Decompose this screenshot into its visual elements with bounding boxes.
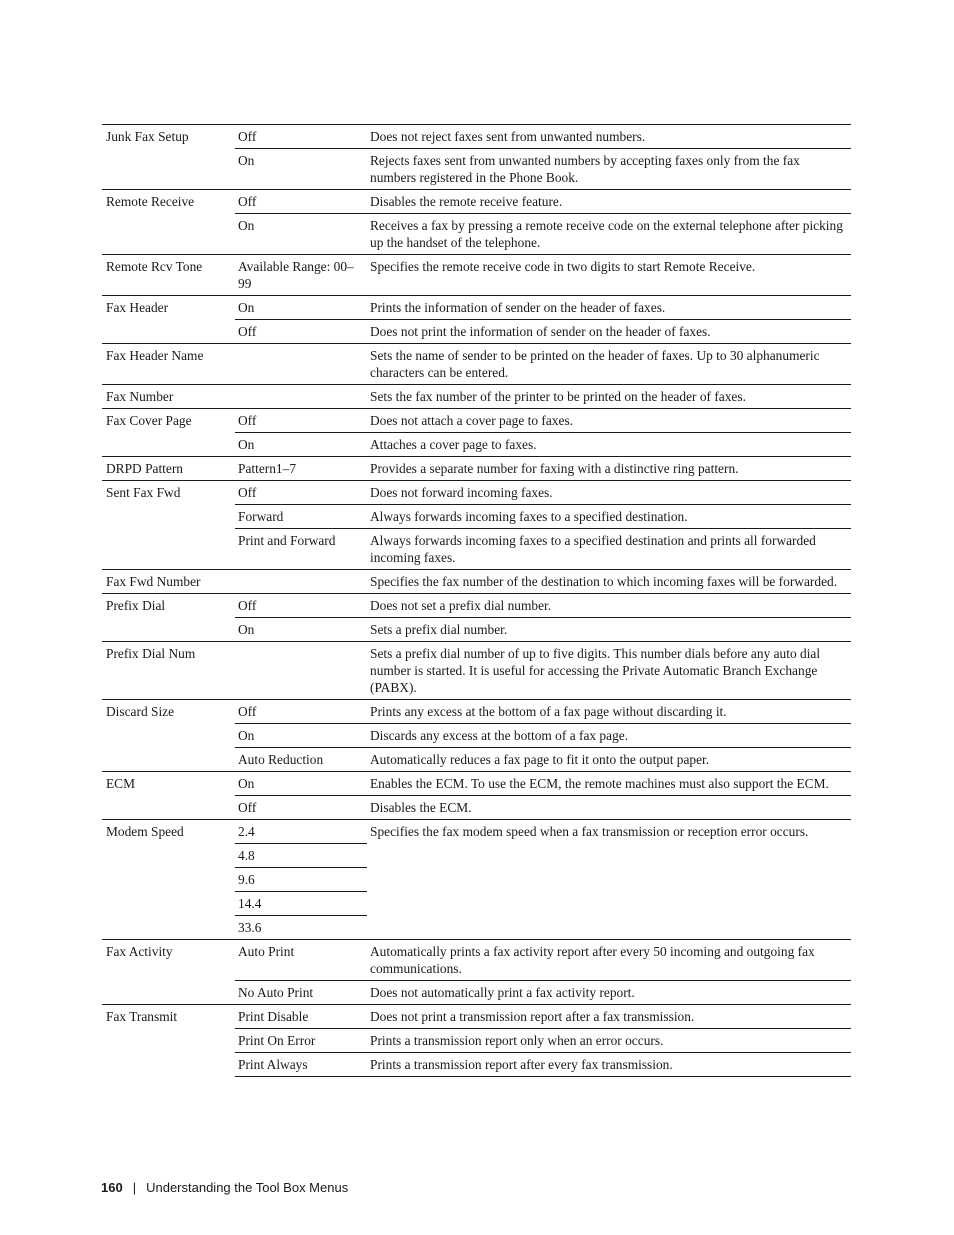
option-value-cell — [235, 344, 367, 385]
setting-name-cell — [102, 433, 235, 457]
setting-name-cell: DRPD Pattern — [102, 457, 235, 481]
setting-name-cell: Fax Header Name — [102, 344, 235, 385]
table-row — [102, 772, 851, 796]
option-description-cell: Always forwards incoming faxes to a specified destination and prints all forwarded incoming faxes. — [367, 529, 851, 570]
settings-table — [102, 124, 851, 1077]
table-row — [102, 1053, 851, 1077]
setting-name-cell — [102, 916, 235, 940]
option-value-cell: Forward — [235, 505, 367, 529]
table-row — [102, 296, 851, 320]
option-description-cell: Prints a transmission report only when an error occurs. — [367, 1029, 851, 1053]
setting-name-cell — [102, 748, 235, 772]
settings-table-body — [102, 125, 851, 1077]
setting-name-cell — [102, 892, 235, 916]
table-row — [102, 1029, 851, 1053]
option-description-cell: Does not reject faxes sent from unwanted numbers. — [367, 125, 851, 149]
setting-name-cell: Fax Header — [102, 296, 235, 320]
setting-name-cell: Fax Number — [102, 385, 235, 409]
setting-name-cell — [102, 1053, 235, 1077]
table-row — [102, 457, 851, 481]
option-value-cell: Auto Print — [235, 940, 367, 981]
option-description-cell: Receives a fax by pressing a remote receive code on the external telephone after picking up the handset of the telephone. — [367, 214, 851, 255]
option-value-cell: 9.6 — [235, 868, 367, 892]
option-description-cell: Attaches a cover page to faxes. — [367, 433, 851, 457]
table-row — [102, 505, 851, 529]
option-value-cell: 4.8 — [235, 844, 367, 868]
table-row — [102, 149, 851, 190]
setting-name-cell: Modem Speed — [102, 820, 235, 844]
option-description-cell: Sets a prefix dial number of up to five digits. This number dials before any auto dial number is started. It is useful for accessing the Private Automatic Branch Exchange (PABX). — [367, 642, 851, 700]
option-value-cell: Off — [235, 320, 367, 344]
table-row — [102, 409, 851, 433]
option-value-cell: Print and Forward — [235, 529, 367, 570]
option-value-cell — [235, 642, 367, 700]
table-row — [102, 868, 851, 892]
option-description-cell: Does not print the information of sender on the header of faxes. — [367, 320, 851, 344]
option-description-cell: Prints a transmission report after every fax transmission. — [367, 1053, 851, 1077]
option-description-cell: Sets the name of sender to be printed on the header of faxes. Up to 30 alphanumeric characters can be entered. — [367, 344, 851, 385]
option-value-cell: Off — [235, 594, 367, 618]
page-footer — [101, 1180, 348, 1195]
table-row — [102, 796, 851, 820]
setting-name-cell: Fax Transmit — [102, 1005, 235, 1029]
option-description-cell: Does not print a transmission report after a fax transmission. — [367, 1005, 851, 1029]
setting-name-cell: Junk Fax Setup — [102, 125, 235, 149]
option-description-cell: Disables the remote receive feature. — [367, 190, 851, 214]
option-description-cell: Sets a prefix dial number. — [367, 618, 851, 642]
setting-name-cell: Fax Fwd Number — [102, 570, 235, 594]
option-value-cell: Auto Reduction — [235, 748, 367, 772]
table-row — [102, 385, 851, 409]
option-value-cell: On — [235, 296, 367, 320]
setting-name-cell: Prefix Dial Num — [102, 642, 235, 700]
table-row — [102, 344, 851, 385]
option-description-cell: Does not set a prefix dial number. — [367, 594, 851, 618]
table-row — [102, 214, 851, 255]
setting-name-cell — [102, 981, 235, 1005]
option-description-cell: Rejects faxes sent from unwanted numbers by accepting faxes only from the fax numbers registered in the Phone Book. — [367, 149, 851, 190]
option-value-cell: 33.6 — [235, 916, 367, 940]
option-value-cell — [235, 385, 367, 409]
option-value-cell: Off — [235, 409, 367, 433]
table-row — [102, 642, 851, 700]
setting-name-cell: ECM — [102, 772, 235, 796]
setting-name-cell — [102, 724, 235, 748]
option-description-cell: Provides a separate number for faxing with a distinctive ring pattern. — [367, 457, 851, 481]
setting-name-cell — [102, 796, 235, 820]
option-description-cell: Prints the information of sender on the header of faxes. — [367, 296, 851, 320]
table-row — [102, 570, 851, 594]
option-description-cell — [367, 892, 851, 916]
setting-name-cell — [102, 844, 235, 868]
setting-name-cell — [102, 868, 235, 892]
table-row — [102, 748, 851, 772]
section-title: Understanding the Tool Box Menus — [146, 1180, 349, 1195]
option-description-cell: Specifies the fax modem speed when a fax transmission or reception error occurs. — [367, 820, 851, 844]
table-row — [102, 892, 851, 916]
option-value-cell: Off — [235, 481, 367, 505]
option-description-cell: Specifies the remote receive code in two digits to start Remote Receive. — [367, 255, 851, 296]
option-value-cell: Available Range: 00–99 — [235, 255, 367, 296]
option-description-cell: Specifies the fax number of the destination to which incoming faxes will be forwarded. — [367, 570, 851, 594]
option-value-cell: No Auto Print — [235, 981, 367, 1005]
table-row — [102, 981, 851, 1005]
footer-separator: | — [132, 1180, 137, 1195]
option-value-cell: Off — [235, 796, 367, 820]
option-value-cell: Pattern1–7 — [235, 457, 367, 481]
table-row — [102, 916, 851, 940]
setting-name-cell — [102, 149, 235, 190]
table-row — [102, 618, 851, 642]
table-row — [102, 940, 851, 981]
option-description-cell: Enables the ECM. To use the ECM, the remote machines must also support the ECM. — [367, 772, 851, 796]
option-value-cell: On — [235, 149, 367, 190]
page-number: 160 — [101, 1180, 123, 1195]
option-description-cell: Does not forward incoming faxes. — [367, 481, 851, 505]
option-description-cell: Automatically reduces a fax page to fit it onto the output paper. — [367, 748, 851, 772]
table-row — [102, 320, 851, 344]
table-row — [102, 255, 851, 296]
option-description-cell: Automatically prints a fax activity report after every 50 incoming and outgoing fax communications. — [367, 940, 851, 981]
option-value-cell: 2.4 — [235, 820, 367, 844]
setting-name-cell — [102, 529, 235, 570]
option-value-cell: Off — [235, 190, 367, 214]
setting-name-cell — [102, 505, 235, 529]
option-description-cell — [367, 868, 851, 892]
option-value-cell: On — [235, 618, 367, 642]
option-description-cell — [367, 916, 851, 940]
option-value-cell: Print On Error — [235, 1029, 367, 1053]
option-description-cell: Does not automatically print a fax activity report. — [367, 981, 851, 1005]
table-row — [102, 700, 851, 724]
table-row — [102, 125, 851, 149]
table-row — [102, 594, 851, 618]
option-value-cell: On — [235, 214, 367, 255]
option-description-cell: Discards any excess at the bottom of a fax page. — [367, 724, 851, 748]
option-value-cell — [235, 570, 367, 594]
option-description-cell: Prints any excess at the bottom of a fax page without discarding it. — [367, 700, 851, 724]
option-value-cell: On — [235, 772, 367, 796]
setting-name-cell: Remote Rcv Tone — [102, 255, 235, 296]
option-value-cell: On — [235, 724, 367, 748]
table-row — [102, 190, 851, 214]
setting-name-cell — [102, 618, 235, 642]
option-value-cell: On — [235, 433, 367, 457]
table-row — [102, 481, 851, 505]
setting-name-cell: Remote Receive — [102, 190, 235, 214]
option-value-cell: 14.4 — [235, 892, 367, 916]
option-description-cell: Disables the ECM. — [367, 796, 851, 820]
table-row — [102, 433, 851, 457]
table-row — [102, 529, 851, 570]
setting-name-cell: Fax Cover Page — [102, 409, 235, 433]
setting-name-cell: Fax Activity — [102, 940, 235, 981]
option-value-cell: Print Disable — [235, 1005, 367, 1029]
setting-name-cell: Sent Fax Fwd — [102, 481, 235, 505]
option-value-cell: Off — [235, 700, 367, 724]
option-description-cell: Sets the fax number of the printer to be printed on the header of faxes. — [367, 385, 851, 409]
option-description-cell: Always forwards incoming faxes to a specified destination. — [367, 505, 851, 529]
setting-name-cell — [102, 320, 235, 344]
table-row — [102, 844, 851, 868]
table-row — [102, 724, 851, 748]
setting-name-cell — [102, 214, 235, 255]
setting-name-cell: Discard Size — [102, 700, 235, 724]
option-value-cell: Off — [235, 125, 367, 149]
table-row — [102, 820, 851, 844]
setting-name-cell — [102, 1029, 235, 1053]
option-description-cell — [367, 844, 851, 868]
option-description-cell: Does not attach a cover page to faxes. — [367, 409, 851, 433]
table-row — [102, 1005, 851, 1029]
setting-name-cell: Prefix Dial — [102, 594, 235, 618]
option-value-cell: Print Always — [235, 1053, 367, 1077]
